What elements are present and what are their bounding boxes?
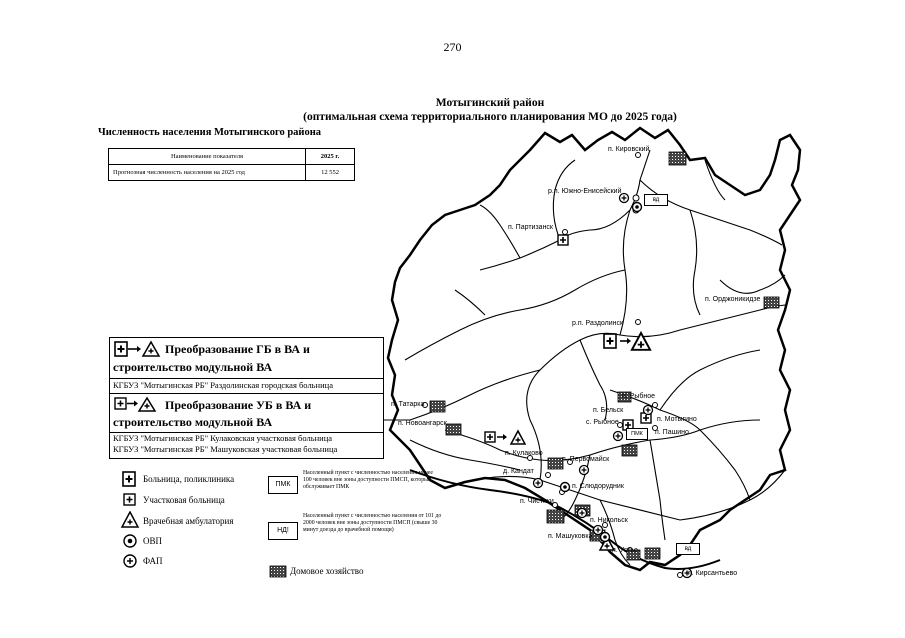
legend-ovp-label: ОВП xyxy=(143,536,163,546)
place-label: п. Кировский xyxy=(608,146,650,153)
ub-line-1: Преобразование УБ в ВА и xyxy=(165,398,312,412)
place-label: п. Никольск xyxy=(590,517,628,524)
place-label: п. Устье xyxy=(612,547,638,554)
map-transform-kulakovo xyxy=(485,431,525,444)
ub-line-2: строительство модульной ВА xyxy=(113,415,273,429)
place-label: п. Орджоникидзе xyxy=(705,296,761,303)
population-heading: Численность населения Мотыгинского района xyxy=(98,127,322,138)
gb-item: КГБУЗ "Мотыгинская РБ" Раздолинская городская больница xyxy=(113,380,333,390)
gb-section xyxy=(110,338,383,379)
legend-district-hospital-label: Участковая больница xyxy=(143,495,225,505)
pop-header-year: 2025 г. xyxy=(306,149,355,165)
vd-tag-1: вд xyxy=(644,194,668,206)
place-label: п. Рыбное xyxy=(622,393,656,400)
legend-ambulatory-icon xyxy=(120,511,140,529)
legend-fap-icon xyxy=(120,552,140,570)
place-label: п. Пашино xyxy=(655,429,689,436)
place-label: п. Кирсантьево xyxy=(688,570,738,577)
gb-line-2: строительство модульной ВА xyxy=(113,360,273,374)
pmk-tag: ПМК xyxy=(626,428,648,440)
legend-pmk-note: Населенный пункт с численностью населения менее 100 человек вне зоны доступности ПМСП, который обслуживает ПМК xyxy=(303,470,433,490)
legend-household-label: Домовое хозяйство xyxy=(290,566,364,576)
ub-transform-icon xyxy=(113,396,163,414)
place-label: д. Кандат xyxy=(503,468,534,475)
legend-nd-note: Населенный пункт с численностью населения от 101 до 2000 человек вне зоны доступности ПМСП (свыше 30 минут доезда до врачебной помощи) xyxy=(303,513,442,533)
place-label: п. Татарка xyxy=(391,401,425,408)
title-line-2: (оптимальная схема территориального планирования МО до 2025 года) xyxy=(303,111,677,123)
river-network xyxy=(405,150,785,565)
pop-row-value: 12 552 xyxy=(306,165,355,181)
place-label: п. Новоангарск xyxy=(398,420,447,427)
gb-line-1: Преобразование ГБ в ВА и xyxy=(165,342,310,356)
place-label: п. Чистяки xyxy=(520,498,554,505)
place-label: р.п. Южно-Енисейский xyxy=(548,188,622,195)
legend-ovp-icon xyxy=(120,532,140,550)
place-label: п. Слюдорудник xyxy=(572,483,624,490)
legend-household-icon xyxy=(268,564,288,578)
ub-item-1: КГБУЗ "Мотыгинская РБ" Кулаковская участковая больница xyxy=(113,433,333,443)
ub-section xyxy=(110,393,383,433)
transformation-box xyxy=(109,337,384,459)
place-label: п. Первомайск xyxy=(562,456,610,463)
legend-fap-label: ФАП xyxy=(143,556,163,566)
vd-tag-2: вд xyxy=(676,543,700,555)
legend-hospital-label: Больница, поликлиника xyxy=(143,474,235,484)
legend-pmk-box: ПМК xyxy=(268,476,298,494)
population-header-row xyxy=(109,149,355,165)
population-data-row xyxy=(109,165,355,181)
title-line-1: Мотыгинский район xyxy=(435,97,545,109)
place-label: п. Мотыгино xyxy=(657,416,697,423)
place-label: с. Рыбное xyxy=(586,419,619,426)
page-number: 270 xyxy=(443,40,462,54)
page-title xyxy=(190,96,790,124)
place-label: п. Бельск xyxy=(593,407,624,414)
pop-row-indicator: Прогнозная численность населения на 2025 год xyxy=(109,165,306,181)
pop-header-indicator: Наименование показателя xyxy=(109,149,306,165)
gb-transform-icon xyxy=(113,340,163,360)
place-label: п. Кулаково xyxy=(505,450,543,457)
legend-nd-box: НД! xyxy=(268,522,298,540)
place-label: р.п. Раздолинск xyxy=(572,320,624,327)
place-label: п. Машуковка xyxy=(548,533,593,540)
ub-item-2: КГБУЗ "Мотыгинская РБ" Машуковская участковая больница xyxy=(113,444,338,454)
population-table xyxy=(108,148,355,181)
legend-hospital-icon xyxy=(120,470,140,488)
place-label: п. Партизанск xyxy=(508,224,553,231)
legend-ambulatory-label: Врачебная амбулатория xyxy=(143,516,234,526)
settlement-points xyxy=(423,153,778,578)
legend-district-hospital-icon xyxy=(120,491,140,509)
household-markers xyxy=(430,152,779,560)
